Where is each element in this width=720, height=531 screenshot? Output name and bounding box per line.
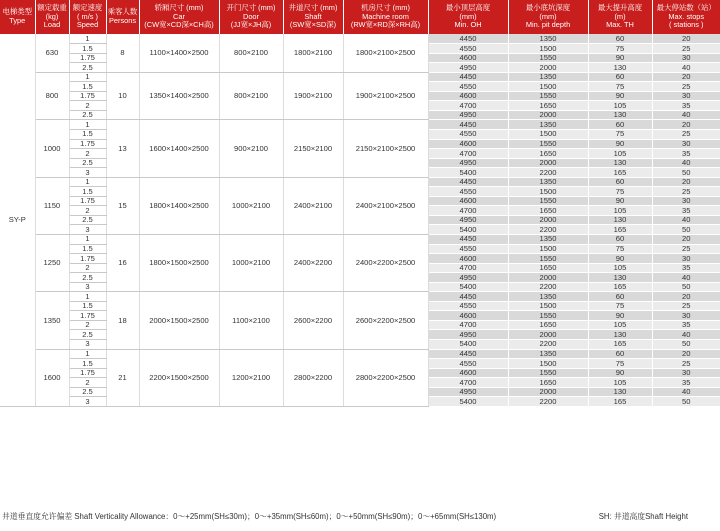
min-oh-cell: 4450 (428, 234, 508, 244)
min-oh-cell: 4600 (428, 91, 508, 101)
max-stops-cell: 30 (652, 368, 720, 378)
min-oh-cell: 4450 (428, 72, 508, 82)
max-stops-cell: 25 (652, 244, 720, 254)
min-pit-cell: 2200 (508, 340, 588, 350)
max-th-cell: 130 (588, 63, 652, 73)
min-pit-cell: 1500 (508, 129, 588, 139)
min-pit-cell: 2000 (508, 330, 588, 340)
max-stops-cell: 25 (652, 44, 720, 54)
max-th-cell: 165 (588, 225, 652, 235)
min-pit-cell: 2000 (508, 215, 588, 225)
min-oh-cell: 4700 (428, 149, 508, 159)
header-min-pit: 最小底坑深度 (mm) Min. pit depth (508, 0, 588, 34)
speed-cell: 1.75 (69, 91, 106, 101)
min-pit-cell: 1500 (508, 82, 588, 92)
speed-cell: 2.5 (69, 215, 106, 225)
max-th-cell: 75 (588, 82, 652, 92)
min-pit-cell: 1650 (508, 320, 588, 330)
min-oh-cell: 4700 (428, 378, 508, 388)
verticality-allowance: 井道垂直度允许偏差 Shaft Verticality Allowance：0～+25mm(SH≤30m)；0～+35mm(SH≤60m)；0～+50mm(SH≤90m)；0～+65mm(SH≤130m) (2, 512, 497, 521)
max-th-cell: 130 (588, 158, 652, 168)
max-th-cell: 130 (588, 215, 652, 225)
min-oh-cell: 4550 (428, 129, 508, 139)
max-th-cell: 130 (588, 387, 652, 397)
speed-cell: 2 (69, 378, 106, 388)
table-row (0, 349, 720, 359)
max-th-cell: 60 (588, 292, 652, 302)
max-stops-cell: 20 (652, 292, 720, 302)
max-stops-cell: 40 (652, 158, 720, 168)
min-pit-cell: 1500 (508, 244, 588, 254)
max-stops-cell: 35 (652, 149, 720, 159)
speed-cell: 1 (69, 120, 106, 130)
max-th-cell: 60 (588, 177, 652, 187)
min-oh-cell: 4550 (428, 359, 508, 369)
min-pit-cell: 1350 (508, 177, 588, 187)
min-pit-cell: 1550 (508, 91, 588, 101)
max-th-cell: 75 (588, 301, 652, 311)
min-pit-cell: 1650 (508, 263, 588, 273)
header-speed: 额定速度 ( m/s ) Speed (69, 0, 106, 34)
min-pit-cell: 2200 (508, 168, 588, 178)
max-stops-cell: 25 (652, 359, 720, 369)
persons-cell: 15 (106, 177, 139, 234)
header-min-oh: 最小顶层高度 (mm) Min. OH (428, 0, 508, 34)
max-th-cell: 165 (588, 340, 652, 350)
table-row (0, 292, 720, 302)
speed-cell: 1.5 (69, 359, 106, 369)
speed-cell: 2.5 (69, 158, 106, 168)
min-oh-cell: 4600 (428, 254, 508, 264)
min-oh-cell: 4600 (428, 368, 508, 378)
max-stops-cell: 35 (652, 101, 720, 111)
max-stops-cell: 50 (652, 340, 720, 350)
persons-cell: 10 (106, 72, 139, 120)
header-load: 额定载重 (kg) Load (35, 0, 69, 34)
car-size-cell: 1350×1400×2500 (139, 72, 219, 120)
min-oh-cell: 4950 (428, 63, 508, 73)
car-size-cell: 1800×1400×2500 (139, 177, 219, 234)
min-oh-cell: 4450 (428, 34, 508, 44)
max-stops-cell: 40 (652, 387, 720, 397)
machine-room-cell: 2800×2200×2500 (343, 349, 428, 406)
door-size-cell: 800×2100 (219, 34, 283, 72)
max-stops-cell: 20 (652, 177, 720, 187)
min-pit-cell: 1350 (508, 34, 588, 44)
min-pit-cell: 2000 (508, 63, 588, 73)
table-row (0, 34, 720, 44)
speed-cell: 3 (69, 397, 106, 407)
table-row (0, 177, 720, 187)
max-th-cell: 90 (588, 254, 652, 264)
speed-cell: 1.75 (69, 196, 106, 206)
machine-room-cell: 2400×2200×2500 (343, 234, 428, 291)
min-oh-cell: 4950 (428, 273, 508, 283)
persons-cell: 16 (106, 234, 139, 291)
min-pit-cell: 1550 (508, 53, 588, 63)
speed-cell: 1.75 (69, 254, 106, 264)
speed-cell: 1.5 (69, 129, 106, 139)
type-cell: SY-P (0, 34, 35, 406)
min-oh-cell: 5400 (428, 168, 508, 178)
min-oh-cell: 4950 (428, 330, 508, 340)
speed-cell: 2.5 (69, 110, 106, 120)
min-oh-cell: 4450 (428, 292, 508, 302)
min-oh-cell: 4600 (428, 139, 508, 149)
max-th-cell: 130 (588, 330, 652, 340)
machine-room-cell: 2600×2200×2500 (343, 292, 428, 349)
max-th-cell: 105 (588, 149, 652, 159)
min-pit-cell: 1650 (508, 101, 588, 111)
min-oh-cell: 4600 (428, 311, 508, 321)
door-size-cell: 1000×2100 (219, 177, 283, 234)
max-th-cell: 75 (588, 44, 652, 54)
max-stops-cell: 25 (652, 82, 720, 92)
min-pit-cell: 1350 (508, 72, 588, 82)
max-stops-cell: 30 (652, 53, 720, 63)
max-stops-cell: 40 (652, 330, 720, 340)
speed-cell: 1 (69, 292, 106, 302)
min-pit-cell: 1350 (508, 120, 588, 130)
door-size-cell: 800×2100 (219, 72, 283, 120)
max-stops-cell: 40 (652, 215, 720, 225)
speed-cell: 2.5 (69, 330, 106, 340)
table-body (0, 34, 720, 406)
max-th-cell: 90 (588, 196, 652, 206)
door-size-cell: 900×2100 (219, 120, 283, 177)
max-stops-cell: 20 (652, 349, 720, 359)
load-cell: 1600 (35, 349, 69, 406)
max-th-cell: 60 (588, 34, 652, 44)
max-stops-cell: 30 (652, 91, 720, 101)
min-oh-cell: 4600 (428, 196, 508, 206)
header-max-stops: 最大停站数（站） Max. stops ( stations ) (652, 0, 720, 34)
max-th-cell: 60 (588, 72, 652, 82)
max-th-cell: 60 (588, 120, 652, 130)
min-oh-cell: 4450 (428, 120, 508, 130)
max-th-cell: 165 (588, 397, 652, 407)
max-th-cell: 90 (588, 311, 652, 321)
persons-cell: 21 (106, 349, 139, 406)
min-oh-cell: 4950 (428, 158, 508, 168)
header-max-th: 最大提升高度 (m) Max. TH (588, 0, 652, 34)
max-th-cell: 90 (588, 53, 652, 63)
min-pit-cell: 2000 (508, 273, 588, 283)
min-pit-cell: 1550 (508, 139, 588, 149)
max-th-cell: 60 (588, 234, 652, 244)
speed-cell: 2 (69, 320, 106, 330)
speed-cell: 3 (69, 282, 106, 292)
machine-room-cell: 1900×2100×2500 (343, 72, 428, 120)
min-oh-cell: 4550 (428, 44, 508, 54)
max-th-cell: 105 (588, 378, 652, 388)
header-persons: 乘客人数 Persons (106, 0, 139, 34)
speed-cell: 2.5 (69, 63, 106, 73)
car-size-cell: 2200×1500×2500 (139, 349, 219, 406)
speed-cell: 3 (69, 340, 106, 350)
max-th-cell: 90 (588, 91, 652, 101)
min-oh-cell: 4700 (428, 101, 508, 111)
max-stops-cell: 30 (652, 254, 720, 264)
min-oh-cell: 4550 (428, 82, 508, 92)
min-oh-cell: 4550 (428, 301, 508, 311)
min-pit-cell: 1500 (508, 301, 588, 311)
min-pit-cell: 2000 (508, 158, 588, 168)
speed-cell: 2.5 (69, 387, 106, 397)
footer-note (2, 511, 718, 522)
min-pit-cell: 2000 (508, 110, 588, 120)
load-cell: 1150 (35, 177, 69, 234)
shaft-size-cell: 1900×2100 (283, 72, 343, 120)
min-pit-cell: 1550 (508, 254, 588, 264)
speed-cell: 3 (69, 168, 106, 178)
max-stops-cell: 25 (652, 187, 720, 197)
max-th-cell: 75 (588, 359, 652, 369)
persons-cell: 13 (106, 120, 139, 177)
max-stops-cell: 35 (652, 378, 720, 388)
machine-room-cell: 2400×2100×2500 (343, 177, 428, 234)
min-pit-cell: 1550 (508, 196, 588, 206)
min-pit-cell: 2200 (508, 225, 588, 235)
table-row (0, 72, 720, 82)
shaft-height-note: SH: 井道高度Shaft Height (598, 512, 688, 521)
speed-cell: 2.5 (69, 273, 106, 283)
max-th-cell: 75 (588, 244, 652, 254)
table-header (0, 0, 720, 34)
header-car: 轿厢尺寸 (mm) Car (CW宽×CD深×CH高) (139, 0, 219, 34)
max-th-cell: 105 (588, 101, 652, 111)
max-stops-cell: 50 (652, 225, 720, 235)
load-cell: 630 (35, 34, 69, 72)
header-type: 电梯类型 Type (0, 0, 35, 34)
max-stops-cell: 35 (652, 206, 720, 216)
max-stops-cell: 30 (652, 139, 720, 149)
max-stops-cell: 35 (652, 263, 720, 273)
min-pit-cell: 1650 (508, 378, 588, 388)
shaft-size-cell: 2800×2200 (283, 349, 343, 406)
max-th-cell: 165 (588, 168, 652, 178)
min-oh-cell: 5400 (428, 225, 508, 235)
min-oh-cell: 4550 (428, 244, 508, 254)
min-oh-cell: 4950 (428, 110, 508, 120)
max-th-cell: 130 (588, 110, 652, 120)
persons-cell: 8 (106, 34, 139, 72)
car-size-cell: 1100×1400×2500 (139, 34, 219, 72)
speed-cell: 1 (69, 349, 106, 359)
speed-cell: 1 (69, 34, 106, 44)
shaft-size-cell: 2150×2100 (283, 120, 343, 177)
speed-cell: 2 (69, 206, 106, 216)
max-stops-cell: 20 (652, 72, 720, 82)
min-pit-cell: 1350 (508, 292, 588, 302)
max-stops-cell: 25 (652, 129, 720, 139)
speed-cell: 1 (69, 177, 106, 187)
persons-cell: 18 (106, 292, 139, 349)
min-pit-cell: 1500 (508, 187, 588, 197)
door-size-cell: 1100×2100 (219, 292, 283, 349)
min-oh-cell: 5400 (428, 340, 508, 350)
max-th-cell: 105 (588, 263, 652, 273)
max-th-cell: 105 (588, 320, 652, 330)
max-th-cell: 75 (588, 187, 652, 197)
min-pit-cell: 1500 (508, 359, 588, 369)
load-cell: 1250 (35, 234, 69, 291)
min-oh-cell: 4550 (428, 187, 508, 197)
max-stops-cell: 30 (652, 196, 720, 206)
door-size-cell: 1000×2100 (219, 234, 283, 291)
speed-cell: 2 (69, 263, 106, 273)
machine-room-cell: 2150×2100×2500 (343, 120, 428, 177)
door-size-cell: 1200×2100 (219, 349, 283, 406)
header-door: 开门尺寸 (mm) Door (JJ宽×JH高) (219, 0, 283, 34)
max-stops-cell: 20 (652, 34, 720, 44)
speed-cell: 1.75 (69, 53, 106, 63)
shaft-size-cell: 2400×2100 (283, 177, 343, 234)
load-cell: 1000 (35, 120, 69, 177)
load-cell: 1350 (35, 292, 69, 349)
max-stops-cell: 40 (652, 273, 720, 283)
speed-cell: 2 (69, 149, 106, 159)
min-pit-cell: 2200 (508, 397, 588, 407)
speed-cell: 1 (69, 234, 106, 244)
min-oh-cell: 4950 (428, 387, 508, 397)
max-th-cell: 165 (588, 282, 652, 292)
max-stops-cell: 25 (652, 301, 720, 311)
speed-cell: 2 (69, 101, 106, 111)
speed-cell: 1.75 (69, 139, 106, 149)
speed-cell: 1.5 (69, 244, 106, 254)
max-stops-cell: 20 (652, 234, 720, 244)
max-stops-cell: 30 (652, 311, 720, 321)
min-pit-cell: 1550 (508, 368, 588, 378)
speed-cell: 1.5 (69, 82, 106, 92)
speed-cell: 1.5 (69, 301, 106, 311)
max-stops-cell: 50 (652, 397, 720, 407)
shaft-size-cell: 2600×2200 (283, 292, 343, 349)
min-pit-cell: 2000 (508, 387, 588, 397)
min-oh-cell: 4450 (428, 349, 508, 359)
min-pit-cell: 1550 (508, 311, 588, 321)
min-oh-cell: 4700 (428, 206, 508, 216)
max-stops-cell: 50 (652, 282, 720, 292)
header-machine-room: 机房尺寸 (mm) Machine room (RW宽×RD深×RH高) (343, 0, 428, 34)
max-th-cell: 60 (588, 349, 652, 359)
min-oh-cell: 4450 (428, 177, 508, 187)
min-pit-cell: 1650 (508, 206, 588, 216)
speed-cell: 1.5 (69, 44, 106, 54)
speed-cell: 3 (69, 225, 106, 235)
min-pit-cell: 1650 (508, 149, 588, 159)
speed-cell: 1 (69, 72, 106, 82)
max-th-cell: 130 (588, 273, 652, 283)
min-oh-cell: 5400 (428, 282, 508, 292)
max-stops-cell: 40 (652, 63, 720, 73)
header-shaft: 井道尺寸 (mm) Shaft (SW宽×SD深) (283, 0, 343, 34)
min-pit-cell: 1350 (508, 234, 588, 244)
machine-room-cell: 1800×2100×2500 (343, 34, 428, 72)
car-size-cell: 1600×1400×2500 (139, 120, 219, 177)
min-pit-cell: 1500 (508, 44, 588, 54)
speed-cell: 1.75 (69, 368, 106, 378)
car-size-cell: 2000×1500×2500 (139, 292, 219, 349)
min-oh-cell: 4700 (428, 320, 508, 330)
max-th-cell: 90 (588, 368, 652, 378)
shaft-size-cell: 2400×2200 (283, 234, 343, 291)
max-th-cell: 105 (588, 206, 652, 216)
min-oh-cell: 4600 (428, 53, 508, 63)
speed-cell: 1.75 (69, 311, 106, 321)
load-cell: 800 (35, 72, 69, 120)
max-stops-cell: 35 (652, 320, 720, 330)
min-pit-cell: 1350 (508, 349, 588, 359)
min-oh-cell: 5400 (428, 397, 508, 407)
min-oh-cell: 4950 (428, 215, 508, 225)
table-row (0, 120, 720, 130)
max-stops-cell: 40 (652, 110, 720, 120)
max-stops-cell: 50 (652, 168, 720, 178)
max-stops-cell: 20 (652, 120, 720, 130)
max-th-cell: 75 (588, 129, 652, 139)
speed-cell: 1.5 (69, 187, 106, 197)
max-th-cell: 90 (588, 139, 652, 149)
shaft-size-cell: 1800×2100 (283, 34, 343, 72)
min-oh-cell: 4700 (428, 263, 508, 273)
min-pit-cell: 2200 (508, 282, 588, 292)
table-row (0, 234, 720, 244)
car-size-cell: 1800×1500×2500 (139, 234, 219, 291)
